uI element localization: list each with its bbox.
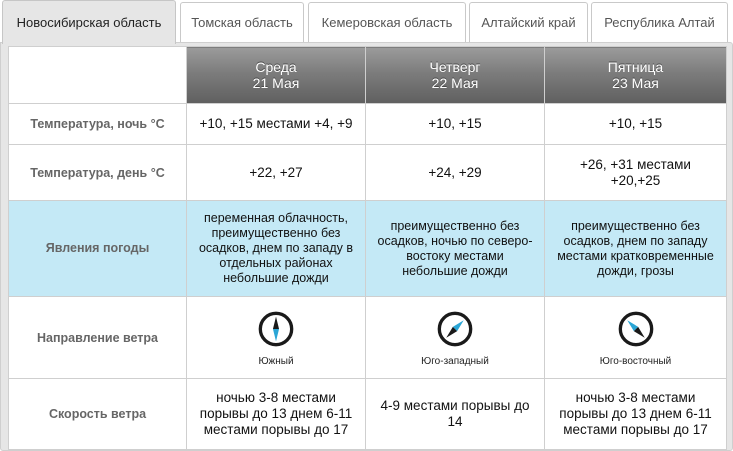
compass-southeast-icon [617,310,655,348]
day-weekday: Четверг [429,59,481,75]
forecast-panel [0,42,733,451]
temp-night-value: +10, +15 местами +4, +9 [187,104,366,145]
day-header-wednesday [187,47,366,104]
tab-altai-republic[interactable]: Республика Алтай [591,2,728,42]
wind-speed-label: Скорость ветра [9,379,187,450]
temp-day-label: Температура, день °С [9,145,187,201]
wind-direction-value: Юго-западный [421,355,489,367]
temp-day-value: +24, +29 [366,145,545,201]
day-header-friday [545,47,727,104]
day-header-thursday [366,47,545,104]
phenomena-value: преимущественно без осадков, днем по западу местами кратковременные дожди, грозы [545,201,727,297]
temp-night-value: +10, +15 [366,104,545,145]
wind-direction-value: Юго-восточный [599,355,672,367]
wind-direction-cell [366,297,545,379]
compass-southwest-icon [436,310,474,348]
temp-day-value: +22, +27 [187,145,366,201]
day-date: 22 Мая [431,75,479,91]
temp-day-value: +26, +31 местами +20,+25 [545,145,727,201]
tab-kemerovo[interactable]: Кемеровская область [308,2,466,42]
wind-speed-value: 4-9 местами порывы до 14 [366,379,545,450]
region-tabs [0,0,733,43]
wind-direction-label: Направление ветра [9,297,187,379]
temp-day-row [9,145,727,201]
temp-night-value: +10, +15 [545,104,727,145]
wind-speed-row [9,379,727,450]
day-header-row [9,47,727,104]
wind-direction-value: Южный [258,355,294,367]
wind-direction-cell [187,297,366,379]
phenomena-value: переменная облачность, преимущественно без осадков, днем по западу в отдельных районах небольшие дожди [187,201,366,297]
phenomena-row [9,201,727,297]
day-date: 21 Мая [252,75,300,91]
day-weekday: Пятница [607,59,664,75]
temp-night-label: Температура, ночь °С [9,104,187,145]
temp-night-row [9,104,727,145]
tab-tomsk[interactable]: Томская область [180,2,304,42]
tab-altai-krai[interactable]: Алтайский край [469,2,588,42]
day-date: 23 Мая [612,75,659,91]
wind-direction-cell [545,297,727,379]
phenomena-label: Явления погоды [9,201,187,297]
wind-speed-value: ночью 3-8 местами порывы до 13 днем 6-11 местами порывы до 17 [187,379,366,450]
day-weekday: Среда [255,59,297,75]
tab-novosibirsk[interactable]: Новосибирская область [2,0,176,44]
wind-speed-value: ночью 3-8 местами порывы до 13 днем 6-11 местами порывы до 17 [545,379,727,450]
forecast-table [8,46,727,450]
table-corner [9,47,187,104]
phenomena-value: преимущественно без осадков, ночью по северо-востоку местами небольшие дожди [366,201,545,297]
compass-south-icon [257,310,295,348]
wind-direction-row [9,297,727,379]
